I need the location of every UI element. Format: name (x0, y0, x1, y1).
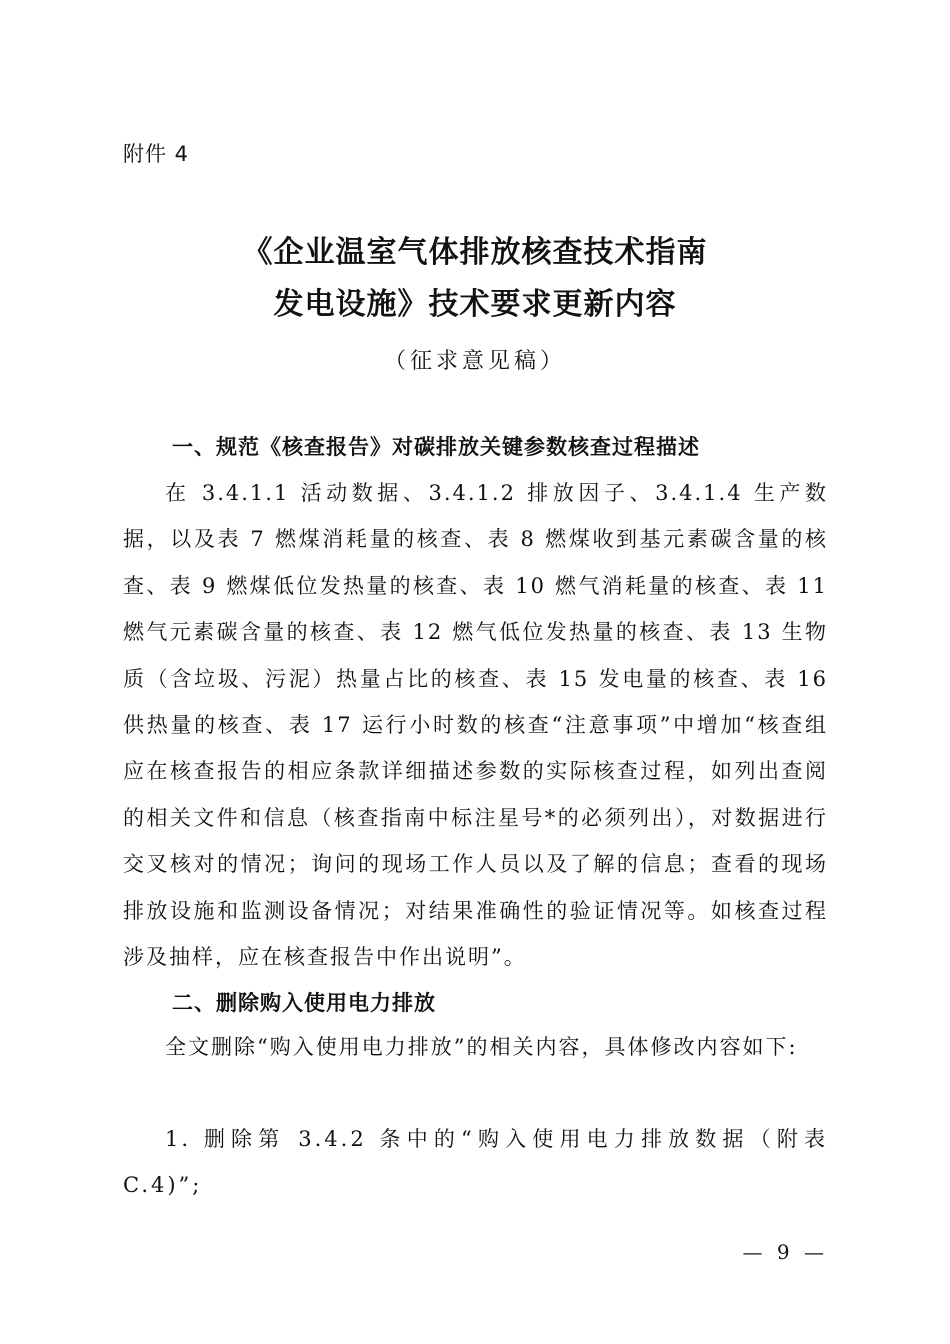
section-2-paragraph: 全文删除“购入使用电力排放”的相关内容，具体修改内容如下: (165, 1035, 798, 1059)
section-1-paragraph: 在 3.4.1.1 活动数据、3.4.1.2 排放因子、3.4.1.4 生产数据，以及表 7 燃煤消耗量的核查、表 8 燃煤收到基元素碳含量的核查、表 9 燃煤低位发热量的核查、表 10 燃气消耗量的核查、表 11 燃气元素碳含量的核查、表 12 燃气低位发热量的核查、表 13 生物质（含垃圾、污泥）热量占比的核查、表 15 发电量的核查、表 16 供热量的核查、表 17 运行小时数的核查“注意事项”中增加“核查组应在核查报告的相应条款详细描述参数的实际核查过程，如列出查阅的相关文件和信息（核查指南中标注星号*的必须列出），对数据进行交叉核对的情况；询问的现场工作人员以及了解的信息；查看的现场排放设施和监测设备情况；对结果准确性的验证情况等。如核查过程涉及抽样，应在核查报告中作出说明”。 (123, 481, 828, 970)
section-2-item-1: 1. 删除第 3.4.2 条中的“购入使用电力排放数据（附表C.4)”; (123, 1127, 828, 1198)
document-title-line-2: 发电设施》技术要求更新内容 (273, 287, 677, 322)
document-title-line-1: 《企业温室气体排放核查技术指南 (242, 235, 708, 270)
document-subtitle: （征求意见稿） (383, 349, 566, 374)
attachment-label: 附件 4 (123, 142, 190, 166)
page-number: — 9 — (742, 1240, 828, 1264)
section-1-heading: 一、规范《核查报告》对碳排放关键参数核查过程描述 (172, 435, 700, 459)
section-2-heading: 二、删除购入使用电力排放 (172, 991, 436, 1015)
